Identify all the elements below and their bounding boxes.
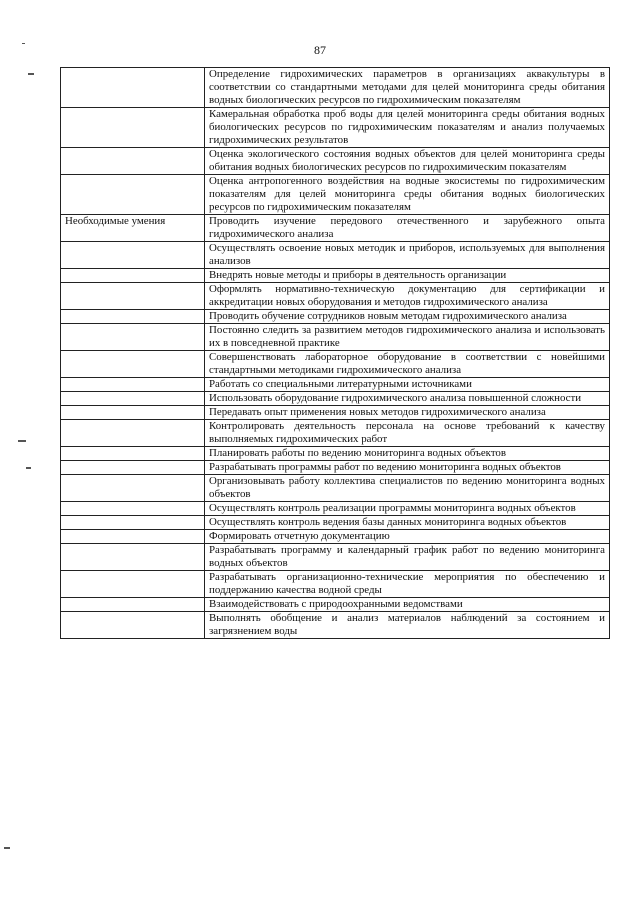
table-row bbox=[61, 406, 610, 420]
row-category bbox=[61, 351, 205, 378]
table-row bbox=[61, 269, 610, 283]
row-category bbox=[61, 502, 205, 516]
row-text: Осуществлять освоение новых методик и приборов, используемых для выполнения анализов bbox=[205, 242, 610, 269]
table-row bbox=[61, 378, 610, 392]
table-row bbox=[61, 175, 610, 215]
table-row bbox=[61, 392, 610, 406]
row-category bbox=[61, 68, 205, 108]
row-category bbox=[61, 447, 205, 461]
row-category bbox=[61, 571, 205, 598]
row-category: Необходимые умения bbox=[61, 215, 205, 242]
row-text: Определение гидрохимических параметров в организациях аквакультуры в соответствии со стандартными методами для целей мониторинга среды обитания водных биологических ресурсов по гидрохимическим показателям bbox=[205, 68, 610, 108]
table-row bbox=[61, 544, 610, 571]
scan-mark bbox=[22, 43, 25, 44]
table-row bbox=[61, 461, 610, 475]
row-category bbox=[61, 420, 205, 447]
row-text: Работать со специальными литературными источниками bbox=[205, 378, 610, 392]
row-text: Совершенствовать лабораторное оборудование в соответствии с новейшими стандартными методиками гидрохимического анализа bbox=[205, 351, 610, 378]
row-category bbox=[61, 310, 205, 324]
table-row bbox=[61, 148, 610, 175]
table-row bbox=[61, 612, 610, 639]
row-text: Выполнять обобщение и анализ материалов наблюдений за состоянием и загрязнением воды bbox=[205, 612, 610, 639]
table-row bbox=[61, 324, 610, 351]
row-category bbox=[61, 392, 205, 406]
row-category bbox=[61, 148, 205, 175]
row-text: Разрабатывать организационно-технические мероприятия по обеспечению и поддержанию качества водной среды bbox=[205, 571, 610, 598]
scan-mark bbox=[18, 440, 26, 442]
scan-mark bbox=[28, 73, 34, 75]
row-category bbox=[61, 598, 205, 612]
row-text: Внедрять новые методы и приборы в деятельность организации bbox=[205, 269, 610, 283]
table-row bbox=[61, 68, 610, 108]
row-text: Камеральная обработка проб воды для целей мониторинга среды обитания водных биологических ресурсов по гидрохимическим показателям и анализ получаемых гидрохимических результатов bbox=[205, 108, 610, 148]
scan-mark bbox=[26, 467, 31, 469]
table-row bbox=[61, 420, 610, 447]
row-text: Оценка антропогенного воздействия на водные экосистемы по гидрохимическим показателям для целей мониторинга среды обитания водных биологических ресурсов по гидрохимическим показателям bbox=[205, 175, 610, 215]
row-text: Постоянно следить за развитием методов гидрохимического анализа и использовать их в повседневной практике bbox=[205, 324, 610, 351]
table-row bbox=[61, 475, 610, 502]
table-row bbox=[61, 447, 610, 461]
competency-table bbox=[60, 67, 610, 639]
row-category bbox=[61, 530, 205, 544]
row-text: Оценка экологического состояния водных объектов для целей мониторинга среды обитания водных биологических ресурсов по гидрохимическим показателям bbox=[205, 148, 610, 175]
row-text: Проводить изучение передового отечественного и зарубежного опыта гидрохимического анализа bbox=[205, 215, 610, 242]
row-text: Формировать отчетную документацию bbox=[205, 530, 610, 544]
row-text: Организовывать работу коллектива специалистов по ведению мониторинга водных объектов bbox=[205, 475, 610, 502]
table-row bbox=[61, 598, 610, 612]
row-category bbox=[61, 269, 205, 283]
table-row bbox=[61, 530, 610, 544]
row-text: Использовать оборудование гидрохимического анализа повышенной сложности bbox=[205, 392, 610, 406]
table-row bbox=[61, 516, 610, 530]
page-number: 87 bbox=[314, 43, 326, 57]
row-category bbox=[61, 175, 205, 215]
table-row bbox=[61, 215, 610, 242]
row-text: Проводить обучение сотрудников новым методам гидрохимического анализа bbox=[205, 310, 610, 324]
table-row bbox=[61, 242, 610, 269]
row-text: Разрабатывать программу и календарный график работ по ведению мониторинга водных объектов bbox=[205, 544, 610, 571]
table-row bbox=[61, 310, 610, 324]
table-row bbox=[61, 108, 610, 148]
row-text: Осуществлять контроль реализации программы мониторинга водных объектов bbox=[205, 502, 610, 516]
row-text: Контролировать деятельность персонала на основе требований к качеству выполняемых гидрохимических работ bbox=[205, 420, 610, 447]
row-category bbox=[61, 108, 205, 148]
row-category bbox=[61, 612, 205, 639]
row-category bbox=[61, 475, 205, 502]
row-category bbox=[61, 378, 205, 392]
row-category bbox=[61, 544, 205, 571]
row-category bbox=[61, 516, 205, 530]
row-category bbox=[61, 324, 205, 351]
row-text: Взаимодействовать с природоохранными ведомствами bbox=[205, 598, 610, 612]
row-category bbox=[61, 461, 205, 475]
row-text: Осуществлять контроль ведения базы данных мониторинга водных объектов bbox=[205, 516, 610, 530]
row-category bbox=[61, 242, 205, 269]
row-text: Передавать опыт применения новых методов гидрохимического анализа bbox=[205, 406, 610, 420]
row-category bbox=[61, 406, 205, 420]
row-text: Оформлять нормативно-техническую документацию для сертификации и аккредитации новых оборудования и методов гидрохимического анализа bbox=[205, 283, 610, 310]
row-text: Разрабатывать программы работ по ведению мониторинга водных объектов bbox=[205, 461, 610, 475]
row-category bbox=[61, 283, 205, 310]
scan-mark bbox=[4, 847, 10, 849]
table-row bbox=[61, 351, 610, 378]
table-row bbox=[61, 283, 610, 310]
row-text: Планировать работы по ведению мониторинга водных объектов bbox=[205, 447, 610, 461]
table-row bbox=[61, 502, 610, 516]
table-row bbox=[61, 571, 610, 598]
